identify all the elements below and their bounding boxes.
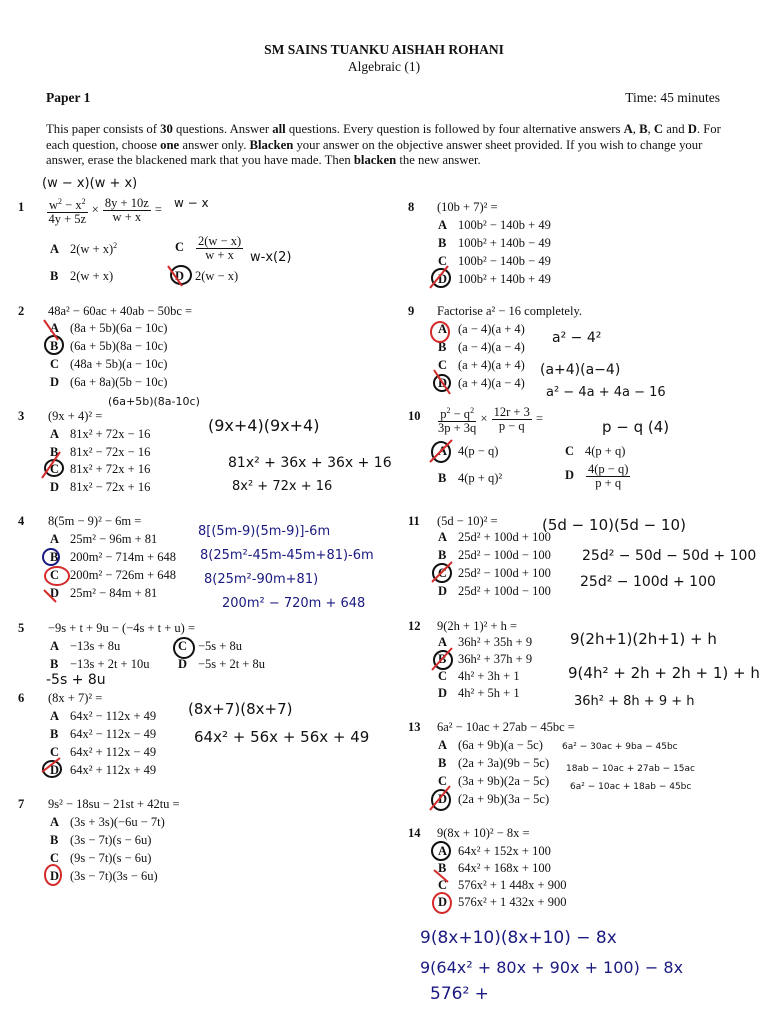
handwritten-note: 6a² − 10ac + 18ab − 45bc (570, 782, 692, 792)
question-stem: 48a² − 60ac + 40ab − 50bc = (48, 304, 193, 318)
handwritten-note: 576² + (430, 984, 489, 1004)
handwritten-note: 200m² − 720m + 648 (222, 596, 366, 611)
question-stem: Factorise a² − 16 completely. (437, 304, 583, 318)
option-b: B 25d² − 100d − 100 (438, 548, 551, 562)
question-stem: 6a² − 10ac + 27ab − 45bc = (437, 720, 575, 734)
option-a: A 25m² − 96m + 81 (50, 532, 158, 546)
handwritten-note: 8(25m²-90m+81) (204, 572, 319, 587)
option-b: B (6a + 5b)(8a − 10c) (50, 339, 168, 353)
option-d: D 25m² − 84m + 81 (50, 586, 158, 600)
option-a: A (a − 4)(a + 4) (438, 322, 525, 336)
option-c: C (48a + 5b)(a − 10c) (50, 357, 168, 371)
circle-mark (433, 893, 451, 913)
time-label: Time: 45 minutes (625, 90, 720, 105)
handwritten-note: (w − x)(w + x) (42, 176, 138, 191)
option-a: A −13s + 8u (50, 639, 121, 653)
option-b: B 200m² − 714m + 648 (50, 550, 177, 564)
option-a: A (3s + 3s)(−6u − 7t) (50, 815, 165, 829)
option-d: D 64x² + 112x + 49 (50, 763, 157, 777)
handwritten-note: 9(64x² + 80x + 90x + 100) − 8x (420, 958, 684, 977)
option-b: B 36h² + 37h + 9 (438, 652, 533, 666)
option-a: A 64x² − 112x + 49 (50, 709, 157, 723)
option-a: A 81x² + 72x − 16 (50, 427, 151, 441)
question-number: 14 (408, 826, 421, 840)
question-stem: $\frac{w^2 - x^2}{4y + 5z}$ × $\frac{8y + 10z}{w + x}$ = (48, 196, 162, 227)
school-name: SM SAINS TUANKU AISHAH ROHANI (264, 42, 504, 57)
option-c: C 81x² + 72x + 16 (50, 462, 151, 476)
option-a: A (6a + 9b)(a − 5c) (438, 738, 543, 752)
option-b: B 81x² − 72x − 16 (50, 445, 151, 459)
question-number: 1 (18, 200, 25, 214)
handwritten-note: w − x (174, 196, 209, 210)
question-number: 11 (408, 514, 420, 528)
option-a: A 25d² + 100d + 100 (438, 530, 551, 544)
question-stem: (10b + 7)² = (437, 200, 498, 214)
option-d: D $\frac{4(p - q)}{p + q}$ (565, 462, 629, 490)
option-c: C 4h² + 3h + 1 (438, 669, 520, 683)
circle-mark (45, 567, 69, 585)
option-d: D 2(w − x) (175, 269, 239, 283)
option-d: D 576x² + 1 432x + 900 (438, 895, 567, 909)
circle-mark (432, 269, 450, 287)
handwritten-note: (6a+5b)(8a-10c) (108, 395, 200, 408)
option-b: B (3s − 7t)(s − 6u) (50, 833, 152, 847)
option-a: A $2(w + x)^2$ (50, 241, 118, 257)
handwritten-note: a² − 4² (552, 330, 602, 346)
option-b: B 64x² + 168x + 100 (438, 861, 551, 875)
handwritten-note: (a+4)(a−4) (540, 362, 621, 378)
option-c: C 576x² + 1 448x + 900 (438, 878, 567, 892)
circle-mark (432, 790, 450, 810)
option-a: A 36h² + 35h + 9 (438, 635, 533, 649)
question-number: 12 (408, 619, 421, 633)
option-a: A 64x² + 152x + 100 (438, 844, 551, 858)
handwritten-note: (9x+4)(9x+4) (208, 416, 320, 435)
option-d: D (3s − 7t)(3s − 6u) (50, 869, 158, 883)
question-number: 9 (408, 304, 415, 318)
question-stem: (9x + 4)² = (48, 409, 103, 423)
question-stem: (8x + 7)² = (48, 691, 103, 705)
question-number: 10 (408, 409, 421, 423)
option-d: D (a + 4)(a − 4) (438, 376, 525, 390)
option-c: C (3a + 9b)(2a − 5c) (438, 774, 550, 788)
option-a: A 4(p − q) (438, 444, 499, 458)
option-d: D 81x² − 72x + 16 (50, 480, 151, 494)
instructions: This paper consists of 30 questions. Answer all questions. Every question is followed by four alternative answers A, B, C and D. For each question, choose one answer only. Blacken your answer on the objective answer sheet provided. If you wish to change your answer, erase the blackened mark that you have made. Then blacken the new answer. (46, 122, 721, 167)
handwritten-note: 9(2h+1)(2h+1) + h (570, 630, 717, 648)
question-stem: $\frac{p^2 - q^2}{3p + 3q}$ × $\frac{12r + 3}{p - q}$ = (438, 405, 544, 436)
option-c: C 64x² + 112x − 49 (50, 745, 157, 759)
question-stem: 9s² − 18su − 21st + 42tu = (48, 797, 180, 811)
question-stem: 9(8x + 10)² − 8x = (437, 826, 530, 840)
option-d: D (2a + 9b)(3a − 5c) (438, 792, 550, 806)
handwritten-note: 9(8x+10)(8x+10) − 8x (420, 928, 617, 948)
question-stem: (5d − 10)² = (437, 514, 498, 528)
option-b: B 64x² − 112x − 49 (50, 727, 157, 741)
question-number: 2 (18, 304, 25, 318)
circle-mark (43, 549, 59, 565)
option-a: A (8a + 5b)(6a − 10c) (50, 321, 168, 335)
circle-mark (45, 865, 61, 885)
subject-title: Algebraic (1) (347, 59, 421, 74)
option-b: B 100b² + 140b − 49 (438, 236, 551, 250)
handwritten-note: 8x² + 72x + 16 (232, 479, 333, 494)
option-c: C (9s − 7t)(s − 6u) (50, 851, 152, 865)
option-c: C 200m² − 726m + 648 (50, 568, 177, 582)
option-b: B 2(w + x) (50, 269, 114, 283)
handwritten-note: a² − 4a + 4a − 16 (546, 385, 666, 400)
option-c: C −5s + 8u (178, 639, 242, 653)
circle-mark (174, 638, 194, 658)
circle-mark (45, 336, 63, 354)
handwritten-note: 64x² + 56x + 56x + 49 (194, 728, 370, 746)
handwritten-note: 25d² − 100d + 100 (580, 574, 716, 590)
option-a: A 100b² − 140b + 49 (438, 218, 551, 232)
option-b: B (2a + 3a)(9b − 5c) (438, 756, 550, 770)
option-c: C 4(p + q) (565, 444, 626, 458)
question-number: 4 (18, 514, 25, 528)
handwritten-note: 36h² + 8h + 9 + h (574, 694, 695, 709)
option-d: D (6a + 8a)(5b − 10c) (50, 375, 168, 389)
question-stem: 9(2h + 1)² + h = (437, 619, 518, 633)
question-number: 5 (18, 621, 25, 635)
option-d: D −5s + 2t + 8u (178, 657, 265, 671)
question-number: 8 (408, 200, 415, 214)
question-number: 7 (18, 797, 25, 811)
tick-mark (44, 590, 56, 602)
option-c: C (a + 4)(a + 4) (438, 358, 525, 372)
question-number: 13 (408, 720, 421, 734)
circle-mark (431, 322, 449, 342)
question-stem: −9s + t + 9u − (−4s + t + u) = (48, 621, 196, 635)
handwritten-note: 6a² − 30ac + 9ba − 45bc (562, 742, 678, 752)
option-d: D 25d² + 100d − 100 (438, 584, 551, 598)
question-stem: 8(5m − 9)² − 6m = (48, 514, 142, 528)
option-b: B 4(p + q)² (438, 471, 503, 485)
handwritten-note: (5d − 10)(5d − 10) (542, 516, 686, 534)
tick-mark (434, 870, 448, 882)
option-b: B −13s + 2t + 10u (50, 657, 150, 671)
handwritten-note: 8[(5m-9)(5m-9)]-6m (198, 524, 331, 539)
handwritten-note: p − q (4) (602, 418, 670, 436)
option-b: B (a − 4)(a − 4) (438, 340, 525, 354)
handwritten-note: 8(25m²-45m-45m+81)-6m (200, 548, 374, 563)
handwritten-note: 18ab − 10ac + 27ab − 15ac (566, 764, 695, 774)
handwritten-note: 25d² − 50d − 50d + 100 (582, 548, 757, 564)
option-c: C 25d² − 100d + 100 (438, 566, 551, 580)
question-number: 3 (18, 409, 25, 423)
handwritten-note: (8x+7)(8x+7) (188, 700, 293, 718)
option-c: C $\frac{2(w - x)}{w + x}$ (175, 234, 242, 262)
handwritten-note: 81x² + 36x + 36x + 16 (228, 455, 392, 471)
handwritten-note: 9(4h² + 2h + 2h + 1) + h (568, 664, 760, 682)
option-c: C 100b² − 140b − 49 (438, 254, 551, 268)
handwritten-note: w-x(2) (250, 250, 292, 265)
handwritten-note: -5s + 8u (46, 672, 106, 688)
option-d: D 100b² + 140b + 49 (438, 272, 551, 286)
circle-mark (432, 842, 450, 860)
paper-label: Paper 1 (46, 90, 91, 105)
option-d: D 4h² + 5h + 1 (438, 686, 520, 700)
question-number: 6 (18, 691, 25, 705)
